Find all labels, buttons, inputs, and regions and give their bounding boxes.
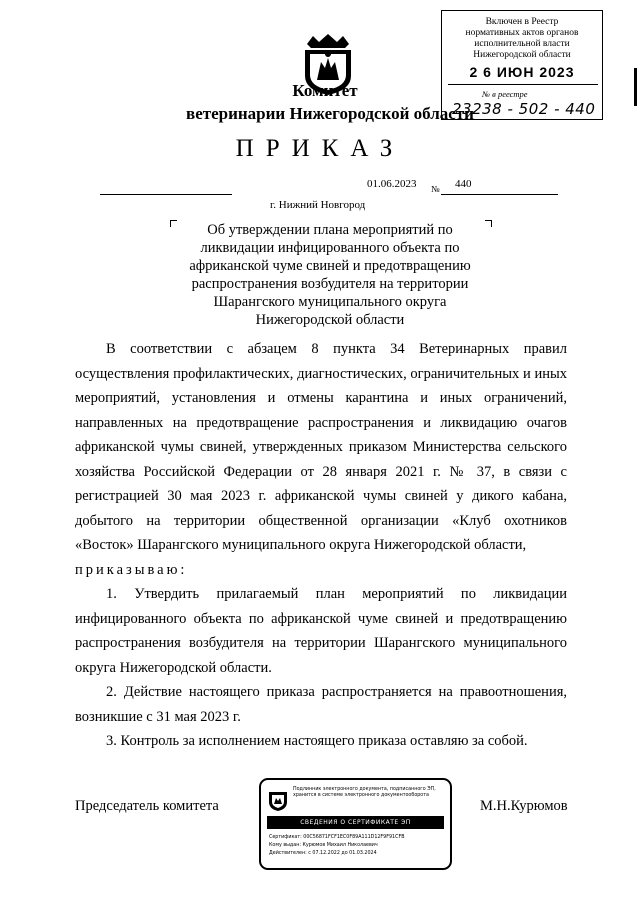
esig-issued-label: Кому выдан: [269, 843, 301, 848]
order-item-1: 1. Утвердить прилагаемый план мероприятий по ликвидации инфицированного объекта по африканской чуме свиней и предотвращению распространения возбудителя на территории Шарангского муниципального округа Нижегородской области. [75, 586, 567, 676]
esig-issued-row [269, 842, 449, 850]
esig-header-line-2: хранится в системе электронного документооборота [293, 793, 429, 798]
coat-of-arms-icon [268, 789, 288, 811]
esig-details [269, 834, 449, 858]
esig-valid-label: Действителен: [269, 851, 307, 856]
number-label: № [431, 184, 440, 194]
date-underline-left [100, 194, 232, 195]
subject-line: Об утверждении плана мероприятий по [207, 222, 453, 238]
document-type: ПРИКАЗ [235, 135, 405, 162]
esig-title: СВЕДЕНИЯ О СЕРТИФИКАТЕ ЭП [267, 816, 444, 829]
document-number: 440 [455, 178, 472, 190]
subject-line: ликвидации инфицированного объекта по [200, 240, 460, 256]
preamble-paragraph: В соответствии с абзацем 8 пункта 34 Ветеринарных правил осуществления профилактических, диагностических, ограничительных и иных мероприятий, установления и отмены карантина и иных ограничений, направленных на предотвращение распространения и ликвидацию очагов африканской чумы свиней, утвержденных приказом Министерства сельского хозяйства Российской Федерации от 28 января 2021 г. № 37, в связи с регистрацией 30 мая 2023 г. африканской чумы свиней у дикого кабана, добытого на территории общественной организации «Клуб охотников «Восток» Шарангского муниципального округа Нижегородской области, [75, 341, 567, 553]
stamp-line-3: исполнительной власти [474, 39, 570, 49]
stamp-date: 2 6 ИЮН 2023 [469, 64, 575, 80]
subject-line: Нижегородской области [255, 312, 405, 328]
stamp-reg-label: № в реестре [482, 89, 528, 99]
esig-cert-label: Сертификат: [269, 835, 302, 840]
electronic-signature-stamp [259, 778, 452, 870]
stamp-line-4: Нижегородской области [473, 50, 571, 60]
city: г. Нижний Новгород [270, 199, 366, 211]
signatory-position: Председатель комитета [75, 798, 219, 814]
subject-line: африканской чуме свиней и предотвращению [189, 258, 471, 274]
stamp-line-2: нормативных актов органов [465, 28, 579, 38]
subject-line: Шарангского муниципального округа [213, 294, 447, 310]
stamp-rule [448, 84, 598, 85]
document-date: 01.06.2023 [367, 178, 417, 190]
esig-valid-value: с 07.12.2022 до 01.03.2024 [308, 851, 377, 856]
order-item-2: 2. Действие настоящего приказа распространяется на правоотношения, возникшие с 31 мая 2023 г. [75, 684, 567, 725]
order-word: приказываю: [75, 561, 188, 578]
order-item-3: 3. Контроль за исполнением настоящего приказа оставляю за собой. [106, 733, 528, 749]
subject-line: распространения возбудителя на территории [191, 276, 469, 292]
subject-corner-left [170, 220, 177, 227]
esig-header-line-1: Подлинник электронного документа, подписанного ЭП, [293, 787, 436, 792]
esig-header [293, 787, 449, 799]
stamp-line-1: Включен в Реестр [485, 17, 559, 27]
org-name-line-2: ветеринарии Нижегородской области [186, 104, 474, 123]
esig-issued-value: Курюмов Михаил Николаевич [302, 843, 378, 848]
esig-valid-row [269, 850, 449, 858]
signatory-name: М.Н.Курюмов [480, 798, 568, 814]
document-body [75, 337, 567, 754]
esig-cert-value: 00C56871FCF1EC0F89A111D12F9F91CFB [303, 835, 405, 840]
subject-corner-right [485, 220, 492, 227]
margin-mark [634, 68, 637, 106]
org-name-line-1: Комитет [292, 81, 358, 100]
subject-block [180, 221, 480, 329]
esig-cert-row [269, 834, 449, 842]
number-underline [441, 194, 558, 195]
stamp-reg-number: 23238 - 502 - 440 [452, 100, 596, 118]
